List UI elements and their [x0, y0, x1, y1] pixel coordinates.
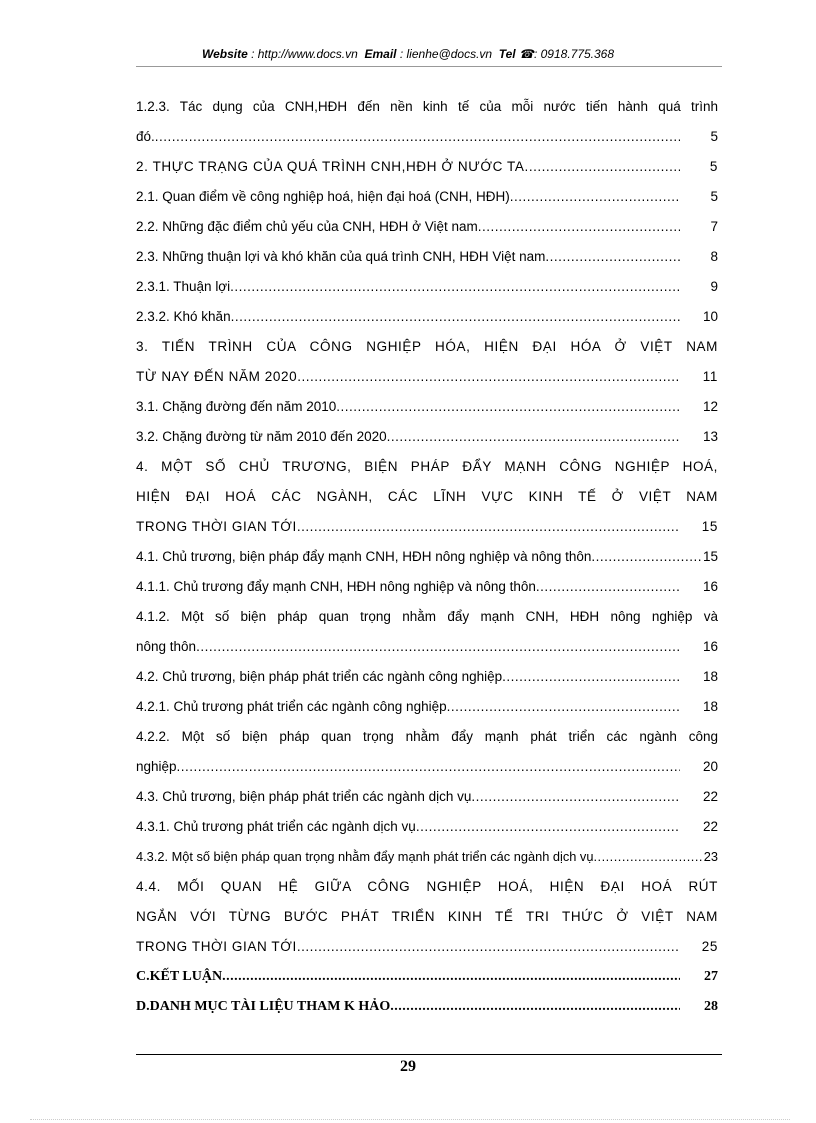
toc-page-number: 7	[710, 219, 718, 234]
toc-leader	[591, 542, 703, 572]
toc-leader	[416, 812, 680, 842]
toc-entry-text: 3. TIẾN TRÌNH CỦA CÔNG NGHIỆP HÓA, HIỆN ĐẠI HÓA Ở VIỆT NAM	[136, 339, 718, 354]
toc-entry	[136, 752, 718, 782]
toc-page-number: 12	[702, 399, 718, 414]
toc-leader	[297, 362, 680, 392]
toc-entry-text: C.KẾT LUẬN	[136, 969, 223, 984]
toc-page-number: 15	[702, 549, 718, 564]
toc-entry-text: 1.2.3. Tác dụng của CNH,HĐH đến nền kinh tế của mỗi nước tiến hành quá trình	[136, 99, 718, 114]
toc-entry-text: 4.3.1. Chủ trương phát triển các ngành dịch vụ	[136, 819, 416, 834]
phone-icon: ☎	[519, 47, 534, 61]
toc-entry-text: TỪ NAY ĐẾN NĂM 2020	[136, 369, 298, 384]
toc-entry	[136, 122, 718, 152]
toc-page-number: 28	[704, 999, 718, 1014]
tel-label: Tel	[498, 47, 516, 61]
toc-page-number: 10	[702, 309, 718, 324]
toc-entry-text: NGẮN VỚI TỪNG BƯỚC PHÁT TRIỂN KINH TẾ TRI THỨC Ở VIỆT NAM	[136, 909, 718, 924]
toc-page-number: 16	[702, 579, 718, 594]
toc-entry	[136, 842, 718, 872]
toc-leader	[536, 572, 680, 602]
toc-entry-text: TRONG THỜI GIAN TỚI	[136, 519, 297, 534]
toc-entry-text: 3.2. Chặng đường từ năm 2010 đến 2020	[136, 429, 387, 444]
toc-leader	[502, 662, 680, 692]
toc-entry-text: 3.1. Chặng đường đến năm 2010	[136, 399, 337, 414]
toc-entry	[136, 662, 718, 692]
toc-entry-text: đó.	[136, 129, 155, 144]
toc-entry	[136, 242, 718, 272]
page-header	[0, 47, 816, 61]
toc-leader	[222, 962, 680, 992]
toc-entry	[136, 362, 718, 392]
toc-leader	[387, 422, 680, 452]
toc-page-number: 25	[701, 939, 718, 954]
page-bottom-border	[30, 1119, 790, 1120]
toc-entry-text: 4.1. Chủ trương, biện pháp đẩy mạnh CNH, HĐH nông nghiệp và nông thôn	[136, 549, 592, 564]
toc-leader	[510, 182, 680, 212]
toc-entry-text: 4.3.2. Một số biện pháp quan trọng nhằm đẩy mạnh phát triển các ngành dịch vụ	[136, 849, 594, 864]
toc-page-number: 27	[704, 969, 718, 984]
toc-page-number: 5	[709, 159, 718, 174]
toc-entry	[136, 572, 718, 602]
toc-entry-text: 4. MỘT SỐ CHỦ TRƯƠNG, BIỆN PHÁP ĐẨY MẠNH CÔNG NGHIỆP HOÁ,	[136, 459, 718, 474]
website-label: Website	[201, 47, 248, 61]
table-of-contents	[136, 92, 718, 1022]
toc-leader	[231, 302, 680, 332]
toc-entry-text: 2.3. Những thuận lợi và khó khăn của quá trình CNH, HĐH Việt nam	[136, 249, 546, 264]
toc-page-number: 13	[702, 429, 718, 444]
toc-entry	[136, 692, 718, 722]
toc-leader	[390, 992, 680, 1022]
toc-leader	[529, 152, 680, 182]
toc-entry-text: 2.3.1. Thuận lợi	[136, 279, 231, 294]
toc-page-number: 5	[710, 129, 718, 144]
toc-entry	[136, 212, 718, 242]
toc-page-number: 22	[702, 789, 718, 804]
toc-entry	[136, 422, 718, 452]
toc-entry-text: 2.1. Quan điểm về công nghiệp hoá, hiện đại hoá (CNH, HĐH)	[136, 189, 510, 204]
toc-entry-text: 4.4. MỐI QUAN HỆ GIỮA CÔNG NGHIỆP HOÁ, HIỆN ĐẠI HOÁ RÚT	[136, 879, 718, 894]
toc-page-number: 23	[703, 849, 718, 864]
toc-page-number: 18	[702, 699, 718, 714]
toc-entry-text: 4.1.1. Chủ trương đẩy mạnh CNH, HĐH nông nghiệp và nông thôn	[136, 579, 536, 594]
toc-entry	[136, 632, 718, 662]
toc-page-number: 5	[710, 189, 718, 204]
toc-entry	[136, 302, 718, 332]
toc-page-number: 22	[702, 819, 718, 834]
toc-entry	[136, 782, 718, 812]
toc-leader	[545, 242, 680, 272]
email-label: Email	[364, 47, 397, 61]
toc-entry	[136, 392, 718, 422]
email-value: : lienhe@docs.vn	[399, 47, 493, 61]
toc-entry	[136, 152, 718, 182]
page-number: 29	[400, 1058, 416, 1075]
toc-leader	[336, 392, 680, 422]
toc-entry-text: nông thôn	[136, 639, 197, 654]
toc-entry	[136, 992, 718, 1022]
toc-entry	[136, 182, 718, 212]
toc-entry	[136, 932, 718, 962]
toc-entry-text: HIỆN ĐẠI HOÁ CÁC NGÀNH, CÁC LĨNH VỰC KINH TẾ Ở VIỆT NAM	[136, 489, 718, 504]
toc-leader	[478, 212, 680, 242]
toc-entry-text: 2. THỰC TRẠNG CỦA QUÁ TRÌNH CNH,HĐH Ở NƯỚC TA.	[136, 159, 529, 174]
toc-entry-text: 2.3.2. Khó khăn	[136, 309, 231, 324]
toc-leader	[177, 752, 680, 782]
toc-leader	[230, 272, 680, 302]
toc-entry-text: 4.3. Chủ trương, biện pháp phát triển các ngành dịch vụ	[136, 789, 472, 804]
toc-entry	[136, 272, 718, 302]
toc-entry	[136, 512, 718, 542]
toc-leader	[196, 632, 680, 662]
toc-entry-text: 4.2.1. Chủ trương phát triển các ngành công nghiệp	[136, 699, 447, 714]
toc-entry-text: 2.2. Những đặc điểm chủ yếu của CNH, HĐH ở Việt nam	[136, 219, 478, 234]
toc-page-number: 20	[702, 759, 718, 774]
toc-leader	[471, 782, 680, 812]
toc-page-number: 8	[710, 249, 718, 264]
toc-leader	[297, 512, 680, 542]
toc-entry	[136, 542, 718, 572]
toc-entry-text: nghiệp	[136, 759, 177, 774]
toc-entry-text: D.DANH MỤC TÀI LIỆU THAM K HẢO	[136, 999, 391, 1014]
website-value: : http://www.docs.vn	[251, 47, 358, 61]
tel-value: : 0918.775.368	[533, 47, 615, 61]
header-divider	[136, 66, 722, 67]
toc-page-number: 18	[702, 669, 718, 684]
toc-entry	[136, 962, 718, 992]
toc-page-number: 16	[702, 639, 718, 654]
toc-entry-text: 4.2. Chủ trương, biện pháp phát triển các ngành công nghiệp	[136, 669, 503, 684]
toc-entry-text: TRONG THỜI GIAN TỚI	[136, 939, 297, 954]
toc-entry-text: 4.1.2. Một số biện pháp quan trọng nhằm đẩy mạnh CNH, HĐH nông nghiệp và	[136, 609, 718, 624]
toc-leader	[593, 842, 703, 872]
toc-leader	[155, 122, 680, 152]
toc-page-number: 11	[702, 369, 718, 384]
toc-entry	[136, 812, 718, 842]
toc-leader	[447, 692, 680, 722]
toc-leader	[297, 932, 680, 962]
footer-divider	[136, 1054, 722, 1055]
toc-page-number: 15	[701, 519, 718, 534]
toc-page-number: 9	[710, 279, 718, 294]
toc-entry-text: 4.2.2. Một số biện pháp quan trọng nhằm đẩy mạnh phát triển các ngành công	[136, 729, 718, 744]
